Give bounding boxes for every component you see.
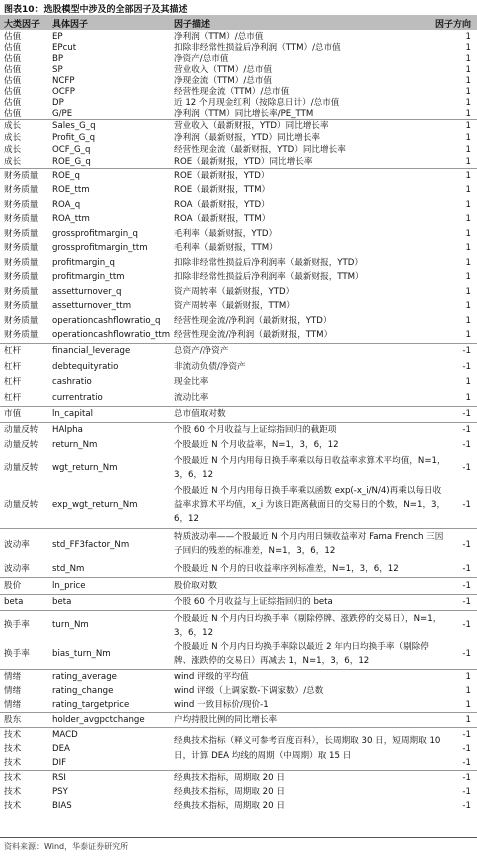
category-cell: 股东 <box>4 714 22 725</box>
category-cell: 技术 <box>4 743 22 754</box>
direction-cell: 1 <box>465 43 471 53</box>
category-cell: 技术 <box>4 800 22 811</box>
direction-cell: -1 <box>462 409 471 419</box>
factor-cell: grossprofitmargin_ttm <box>52 243 148 254</box>
direction-cell: 1 <box>465 199 471 210</box>
category-cell: 市值 <box>4 409 22 419</box>
direction-cell: 1 <box>465 170 471 181</box>
description-cell: 总市值取对数 <box>174 409 226 419</box>
table-row <box>0 227 477 242</box>
factor-cell: debtequityratio <box>52 361 119 372</box>
direction-cell: -1 <box>462 361 471 372</box>
factor-cell: wgt_return_Nm <box>52 462 118 473</box>
table-row <box>0 528 477 561</box>
table-row <box>0 119 477 132</box>
category-cell: 情绪 <box>4 685 22 696</box>
description-cell: 资产周转率（最新财报，YTD） <box>174 286 295 297</box>
table-row <box>0 42 477 53</box>
table-row <box>0 97 477 108</box>
table-row <box>0 438 477 453</box>
category-cell: 情绪 <box>4 699 22 710</box>
header-direction: 因子方向 <box>434 20 471 30</box>
table-row <box>0 343 477 360</box>
table-row <box>0 712 477 727</box>
factor-cell: assetturnover_ttm <box>52 301 132 312</box>
description-cell: ROE（最新财报，TTM） <box>174 185 271 196</box>
factor-cell: Profit_G_q <box>52 133 96 143</box>
description-cell: 个股最近 N 个月内日均换手率除以最近 2 年内日均换手率（剔除停牌、涨跌停的交易日）再减去 1，N=1，3，6，12 <box>174 642 429 666</box>
direction-cell: 1 <box>465 145 471 155</box>
description-cell: 净资产/总市值 <box>174 54 229 64</box>
factor-cell: profitmargin_q <box>52 257 115 268</box>
table-row <box>0 422 477 438</box>
description-cell: 非流动负债/净资产 <box>174 361 246 372</box>
description-cell: 户均持股比例的同比增长率 <box>174 714 278 725</box>
factor-cell: exp_wgt_return_Nm <box>52 500 138 510</box>
description-cell: 个股 60 个月收益与上证综指回归的截距项 <box>174 425 337 435</box>
category-cell: 波动率 <box>4 563 30 574</box>
factor-cell: OCFP <box>52 87 75 97</box>
description-cell: 经营性现金流/净利润（最新财报，YTD） <box>174 315 332 326</box>
category-cell: beta <box>4 597 24 607</box>
header-factor: 具体因子 <box>52 20 89 30</box>
category-cell: 杠杆 <box>4 361 22 372</box>
category-cell: 财务质量 <box>4 228 39 239</box>
direction-cell: -1 <box>462 757 471 768</box>
factor-cell: assetturnover_q <box>52 286 122 297</box>
category-cell: 换手率 <box>4 619 30 630</box>
factor-cell: ln_price <box>52 580 86 591</box>
direction-cell: 1 <box>465 392 471 403</box>
direction-cell: 1 <box>465 671 471 682</box>
category-cell: 杠杆 <box>4 346 22 357</box>
table-bottom-rule <box>0 837 477 838</box>
description-cell: 经营性现金流（最新财报，YTD）同比增长率 <box>174 145 346 155</box>
category-cell: 财务质量 <box>4 272 39 283</box>
category-cell: 动量反转 <box>4 462 39 473</box>
direction-cell: -1 <box>462 729 471 740</box>
factor-cell: DEA <box>52 743 70 754</box>
table-row <box>0 360 477 376</box>
direction-cell: 1 <box>465 65 471 75</box>
table-row <box>0 610 477 639</box>
factor-cell: financial_leverage <box>52 346 131 357</box>
direction-cell: 1 <box>465 257 471 268</box>
category-cell: 技术 <box>4 772 22 783</box>
factor-cell: ROE_G_q <box>52 157 91 167</box>
factor-cell: G/PE <box>52 109 73 119</box>
factor-cell: ROE_q <box>52 170 80 181</box>
description-cell: 净利润（TTM）同比增长率/PE_TTM <box>174 109 314 119</box>
description-cell: wind 评级（上调家数-下调家数）/总数 <box>174 685 324 696</box>
header-description: 因子描述 <box>174 20 211 30</box>
table-row <box>0 156 477 168</box>
factor-cell: ROE_ttm <box>52 185 90 196</box>
table-row <box>0 785 477 799</box>
description-cell: 净利润（最新财报，YTD）同比增长率 <box>174 133 321 143</box>
table-row <box>0 698 477 712</box>
category-cell: 财务质量 <box>4 301 39 312</box>
description-cell: 净现金流（TTM）/总市值 <box>174 76 273 86</box>
factor-cell: rating_targetprice <box>52 699 130 710</box>
description-cell: 营业收入（最新财报，YTD）同比增长率 <box>174 121 329 131</box>
description-cell: 股价取对数 <box>174 580 217 591</box>
description-cell: 个股最近 N 个月内用每日换手率乘以每日收益率求算术平均值，N=1，3，6，12 <box>174 456 446 480</box>
factor-cell: DIF <box>52 757 67 768</box>
direction-cell: -1 <box>462 648 471 659</box>
factor-cell: currentratio <box>52 392 103 403</box>
factor-cell: ROA_ttm <box>52 214 90 225</box>
table-row <box>0 31 477 42</box>
description-cell: 个股最近 N 个月的日收益率序列标准差，N=1，3，6，12 <box>174 563 399 574</box>
direction-cell: -1 <box>462 440 471 450</box>
factor-cell: Sales_G_q <box>52 121 96 131</box>
factor-cell: ln_capital <box>52 409 93 419</box>
factor-cell: rating_average <box>52 671 117 682</box>
description-cell: 经典技术指标，周期取 20 日 <box>174 786 285 797</box>
table-row <box>0 684 477 698</box>
direction-cell: 1 <box>465 714 471 725</box>
category-cell: 估值 <box>4 87 22 97</box>
category-cell: 估值 <box>4 109 22 119</box>
table-row <box>0 271 477 286</box>
description-cell: ROA（最新财报，TTM） <box>174 214 271 225</box>
description-cell: 扣除非经常性损益后净利润（TTM）/总市值 <box>174 43 341 53</box>
source-note: 资料来源：Wind，华泰证券研究所 <box>4 842 129 851</box>
direction-cell: -1 <box>462 425 471 435</box>
factor-cell: MACD <box>52 729 78 740</box>
factor-cell: holder_avgpctchange <box>52 714 145 725</box>
direction-cell: 1 <box>465 301 471 312</box>
factor-cell: EPcut <box>52 43 77 53</box>
factor-table <box>0 31 477 813</box>
direction-cell: 1 <box>465 228 471 239</box>
table-row <box>0 483 477 528</box>
description-cell: 个股最近 N 个月内用每日换手率乘以函数 exp(-x_i/N/4)再乘以每日收益率求算术平均值，x_i 为该日距离截面日的交易日的个数，N=1，3，6，12 <box>174 486 446 524</box>
table-row <box>0 770 477 785</box>
direction-cell: -1 <box>462 462 471 473</box>
table-row <box>0 329 477 344</box>
description-cell: 个股 60 个月收益与上证综指回归的 beta <box>174 597 333 607</box>
direction-cell: 1 <box>465 286 471 297</box>
factor-cell: NCFP <box>52 76 75 86</box>
direction-cell: 1 <box>465 185 471 196</box>
category-cell: 换手率 <box>4 648 30 659</box>
description-cell: 特质波动率——个股最近 N 个月内用日频收益率对 Fama French 三因子回归的残差的标准差，N=1，3，6，12 <box>174 532 444 556</box>
direction-cell: -1 <box>462 563 471 574</box>
table-row <box>0 577 477 594</box>
factor-cell: ROA_q <box>52 199 81 210</box>
table-row <box>0 314 477 329</box>
direction-cell: 1 <box>465 377 471 388</box>
direction-cell: 1 <box>465 109 471 119</box>
direction-cell: 1 <box>465 54 471 64</box>
description-cell: 毛利率（最新财报，YTD） <box>174 228 278 239</box>
table-row <box>0 53 477 64</box>
factor-cell: beta <box>52 597 72 607</box>
direction-cell: 1 <box>465 32 471 42</box>
factor-cell: EP <box>52 32 63 42</box>
direction-cell: 1 <box>465 315 471 326</box>
factor-cell: turn_Nm <box>52 619 89 630</box>
factor-cell: DP <box>52 98 64 108</box>
direction-cell: -1 <box>462 786 471 797</box>
category-cell: 成长 <box>4 121 22 131</box>
factor-cell: operationcashflowratio_ttm <box>52 330 170 341</box>
description-cell: 扣除非经常性损益后净利润率（最新财报，YTD） <box>174 257 363 268</box>
direction-cell: -1 <box>462 597 471 607</box>
table-row <box>0 86 477 97</box>
table-row <box>0 561 477 577</box>
category-cell: 杠杆 <box>4 392 22 403</box>
category-cell: 杠杆 <box>4 377 22 388</box>
table-row <box>0 168 477 184</box>
category-cell: 股价 <box>4 580 22 591</box>
direction-cell: 1 <box>465 214 471 225</box>
table-row <box>0 669 477 684</box>
category-cell: 估值 <box>4 65 22 75</box>
table-row <box>0 300 477 315</box>
factor-cell: OCF_G_q <box>52 145 91 155</box>
category-cell: 动量反转 <box>4 500 39 510</box>
table-row <box>0 453 477 483</box>
table-row <box>0 594 477 610</box>
direction-cell: 1 <box>465 157 471 167</box>
description-cell: 毛利率（最新财报，TTM） <box>174 243 278 254</box>
category-cell: 估值 <box>4 43 22 53</box>
description-cell: ROA（最新财报，YTD） <box>174 199 270 210</box>
category-cell: 技术 <box>4 729 22 740</box>
category-cell: 波动率 <box>4 539 30 550</box>
factor-cell: BIAS <box>52 800 72 811</box>
category-cell: 估值 <box>4 32 22 42</box>
description-cell: 营业收入（TTM）/总市值 <box>174 65 273 75</box>
description-cell: 总资产/净资产 <box>174 346 229 357</box>
description-cell: ROE（最新财报，YTD）同比增长率 <box>174 157 313 167</box>
factor-cell: return_Nm <box>52 440 98 450</box>
category-cell: 财务质量 <box>4 257 39 268</box>
direction-cell: -1 <box>462 772 471 783</box>
direction-cell: 1 <box>465 699 471 710</box>
direction-cell: 1 <box>465 87 471 97</box>
factor-cell: profitmargin_ttm <box>52 272 125 283</box>
category-cell: 财务质量 <box>4 214 39 225</box>
category-cell: 估值 <box>4 76 22 86</box>
description-cell: 净利润（TTM）/总市值 <box>174 32 264 42</box>
direction-cell: -1 <box>462 800 471 811</box>
description-cell: 经营性现金流（TTM）/总市值 <box>174 87 290 97</box>
category-cell: 财务质量 <box>4 185 39 196</box>
description-cell: 个股最近 N 个月内日均换手率（剔除停牌、涨跌停的交易日），N=1，3，6，12 <box>174 614 442 638</box>
description-cell: 流动比率 <box>174 392 209 403</box>
factor-cell: PSY <box>52 786 68 797</box>
category-cell: 财务质量 <box>4 315 39 326</box>
factor-cell: HAlpha <box>52 425 83 435</box>
direction-cell: 1 <box>465 98 471 108</box>
category-cell: 财务质量 <box>4 199 39 210</box>
factor-cell: std_FF3factor_Nm <box>52 539 130 550</box>
description-cell: 扣除非经常性损益后净利润率（最新财报，TTM） <box>174 272 364 283</box>
factor-cell: cashratio <box>52 377 92 388</box>
direction-cell: -1 <box>462 743 471 754</box>
macd-description-cell: 经典技术指标（释义可参考百度百科），长周期取 30 日，短周期取 10 日，计算 DEA 均线的周期（中周期）取 15 日 <box>174 736 441 761</box>
category-cell: 财务质量 <box>4 170 39 181</box>
category-cell: 动量反转 <box>4 440 39 450</box>
table-row <box>0 64 477 75</box>
direction-cell: -1 <box>462 500 471 510</box>
direction-cell: 1 <box>465 133 471 143</box>
table-row <box>0 375 477 391</box>
description-cell: 近 12 个月现金红利（按除息日计）/总市值 <box>174 98 340 108</box>
table-row <box>0 256 477 271</box>
category-cell: 财务质量 <box>4 243 39 254</box>
direction-cell: 1 <box>465 121 471 131</box>
description-cell: wind 一致目标价/现价-1 <box>174 699 269 710</box>
category-cell: 技术 <box>4 786 22 797</box>
figure-title: 图表10：选股模型中涉及的全部因子及其描述 <box>4 5 188 15</box>
category-cell: 财务质量 <box>4 330 39 341</box>
description-cell: ROE（最新财报，YTD） <box>174 170 270 181</box>
category-cell: 财务质量 <box>4 286 39 297</box>
direction-cell: 1 <box>465 330 471 341</box>
category-cell: 情绪 <box>4 671 22 682</box>
table-row <box>0 242 477 257</box>
category-cell: 技术 <box>4 757 22 768</box>
direction-cell: -1 <box>462 346 471 357</box>
factor-cell: rating_change <box>52 685 114 696</box>
description-cell: 现金比率 <box>174 377 209 388</box>
description-cell: 个股最近 N 个月收益率，N=1，3，6，12 <box>174 440 339 450</box>
category-cell: 动量反转 <box>4 425 39 435</box>
direction-cell: 1 <box>465 243 471 254</box>
description-cell: 经典技术指标，周期取 20 日 <box>174 772 285 783</box>
table-row <box>0 391 477 407</box>
description-cell: wind 评级的平均值 <box>174 671 249 682</box>
direction-cell: 1 <box>465 272 471 283</box>
category-cell: 成长 <box>4 157 22 167</box>
factor-cell: BP <box>52 54 64 64</box>
table-row <box>0 799 477 813</box>
description-cell: 资产周转率（最新财报，TTM） <box>174 301 295 312</box>
table-row <box>0 406 477 422</box>
category-cell: 估值 <box>4 98 22 108</box>
direction-cell: 1 <box>465 76 471 86</box>
table-row <box>0 285 477 300</box>
category-cell: 成长 <box>4 133 22 143</box>
table-row <box>0 639 477 669</box>
description-cell: 经营性现金流/净利润（最新财报，TTM） <box>174 330 333 341</box>
table-row <box>0 108 477 119</box>
table-row <box>0 144 477 156</box>
table-row <box>0 132 477 144</box>
factor-cell: operationcashflowratio_q <box>52 315 161 326</box>
direction-cell: -1 <box>462 580 471 591</box>
category-cell: 估值 <box>4 54 22 64</box>
table-row <box>0 198 477 213</box>
table-row <box>0 213 477 228</box>
table-row <box>0 184 477 199</box>
direction-cell: -1 <box>462 539 471 550</box>
factor-cell: RSI <box>52 772 66 783</box>
direction-cell: 1 <box>465 685 471 696</box>
factor-cell: std_Nm <box>52 563 85 574</box>
header-category: 大类因子 <box>4 20 41 30</box>
factor-cell: grossprofitmargin_q <box>52 228 138 239</box>
factor-cell: SP <box>52 65 63 75</box>
description-cell: 经典技术指标，周期取 20 日 <box>174 800 285 811</box>
table-row <box>0 75 477 86</box>
direction-cell: -1 <box>462 619 471 630</box>
table-header <box>0 15 477 30</box>
category-cell: 成长 <box>4 145 22 155</box>
factor-cell: bias_turn_Nm <box>52 648 111 659</box>
